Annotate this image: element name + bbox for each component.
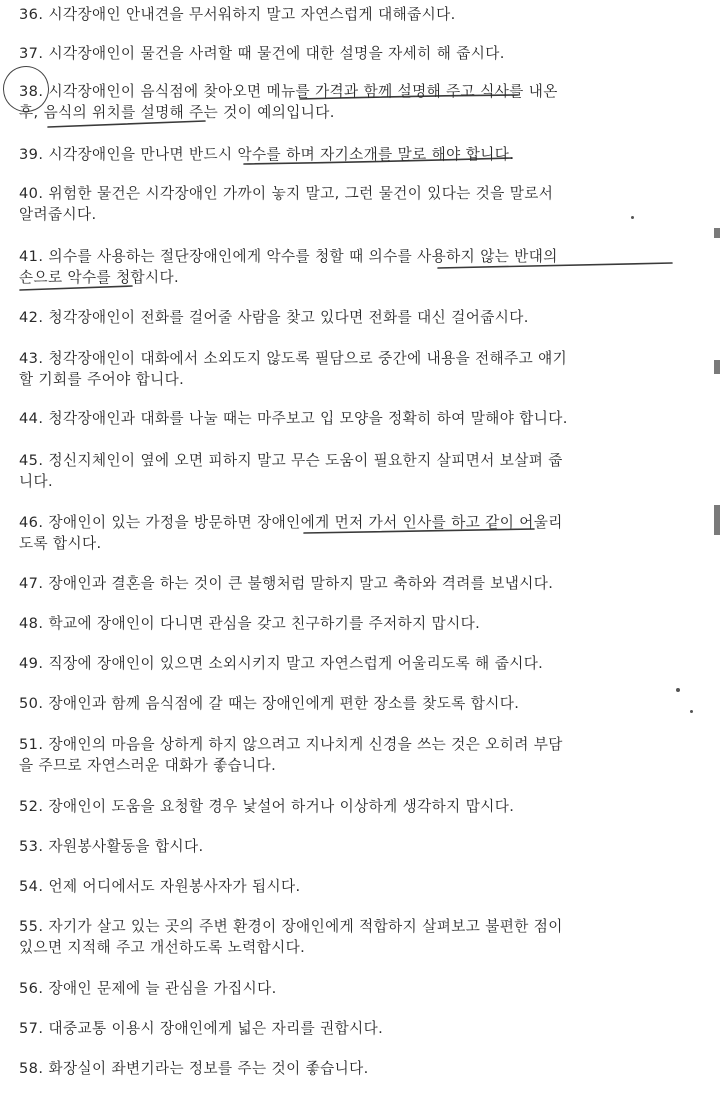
item-text-line: 39. 시각장애인을 만나면 반드시 악수를 하며 자기소개를 말로 해야 합니다.: [19, 146, 515, 163]
list-item-47: [19, 573, 691, 594]
item-text-continuation: 도록 합시다.: [19, 535, 102, 552]
list-item-42: [19, 307, 691, 328]
list-item-38: [19, 81, 691, 123]
list-item-44: [19, 408, 691, 429]
item-text-line: 49. 직장에 장애인이 있으면 소외시키지 말고 자연스럽게 어울리도록 해 줍시다.: [19, 655, 544, 672]
item-text-continuation: 있으면 지적해 주고 개선하도록 노력합시다.: [19, 939, 306, 956]
item-text-continuation: 알려줍시다.: [19, 206, 97, 223]
list-item-54: [19, 876, 691, 897]
item-text-continuation: 할 기회를 주어야 합니다.: [19, 371, 185, 388]
list-item-48: [19, 613, 691, 634]
item-text-line: 52. 장애인이 도움을 요청할 경우 낯설어 하거나 이상하게 생각하지 맙시다.: [19, 798, 515, 815]
list-item-45: [19, 450, 691, 492]
list-item-50: [19, 693, 691, 714]
item-text-line: 47. 장애인과 결혼을 하는 것이 큰 불행처럼 말하지 말고 축하와 격려를 보냅시다.: [19, 575, 554, 592]
item-text-line: 45. 정신지체인이 옆에 오면 피하지 말고 무슨 도움이 필요한지 살피면서 보살펴 줍: [19, 452, 563, 469]
item-text-line: 38. 시각장애인이 음식점에 찾아오면 메뉴를 가격과 함께 설명해 주고 식사를 내온: [19, 83, 558, 100]
item-text-line: 36. 시각장애인 안내견을 무서워하지 말고 자연스럽게 대해줍시다.: [19, 6, 456, 23]
item-text-line: 51. 장애인의 마음을 상하게 하지 않으려고 지나치게 신경을 쓰는 것은 오히려 부담: [19, 736, 563, 753]
item-text-line: 55. 자기가 살고 있는 곳의 주변 환경이 장애인에게 적합하지 살펴보고 불편한 점이: [19, 918, 563, 935]
item-text-line: 57. 대중교통 이용시 장애인에게 넓은 자리를 권합시다.: [19, 1020, 384, 1037]
item-text-line: 44. 청각장애인과 대화를 나눌 때는 마주보고 입 모양을 정확히 하여 말해야 합니다.: [19, 410, 568, 427]
item-text-line: 41. 의수를 사용하는 절단장애인에게 악수를 청할 때 의수를 사용하지 않는 반대의: [19, 248, 558, 265]
item-text-line: 46. 장애인이 있는 가정을 방문하면 장애인에게 먼저 가서 인사를 하고 같이 어울리: [19, 514, 563, 531]
list-item-39: [19, 144, 691, 165]
list-item-37: [19, 43, 691, 64]
list-item-43: [19, 348, 691, 390]
item-text-continuation: 후, 음식의 위치를 설명해 주는 것이 예의입니다.: [19, 104, 335, 121]
item-text-line: 58. 화장실이 좌변기라는 정보를 주는 것이 좋습니다.: [19, 1060, 369, 1077]
list-item-40: [19, 183, 691, 225]
item-text-continuation: 니다.: [19, 473, 54, 490]
list-item-52: [19, 796, 691, 817]
item-text-line: 48. 학교에 장애인이 다니면 관심을 갖고 친구하기를 주저하지 맙시다.: [19, 615, 481, 632]
item-text-line: 56. 장애인 문제에 늘 관심을 가집시다.: [19, 980, 277, 997]
item-text-continuation: 을 주므로 자연스러운 대화가 좋습니다.: [19, 757, 277, 774]
list-item-58: [19, 1058, 691, 1079]
list-item-53: [19, 836, 691, 857]
item-text-line: 40. 위험한 물건은 시각장애인 가까이 놓지 말고, 그런 물건이 있다는 것을 말로서: [19, 185, 554, 202]
list-item-56: [19, 978, 691, 999]
scan-edge-mark: [714, 505, 720, 535]
list-item-46: [19, 512, 691, 554]
scan-edge-mark: [714, 228, 720, 238]
list-item-49: [19, 653, 691, 674]
item-text-line: 43. 청각장애인이 대화에서 소외도지 않도록 필담으로 중간에 내용을 전해주고 얘기: [19, 350, 568, 367]
item-text-line: 37. 시각장애인이 물건을 사려할 때 물건에 대한 설명을 자세히 해 줍시다.: [19, 45, 505, 62]
item-text-continuation: 손으로 악수를 청합시다.: [19, 269, 180, 286]
scan-speck: [676, 688, 680, 692]
list-item-51: [19, 734, 691, 776]
list-item-36: [19, 4, 691, 25]
item-text-line: 50. 장애인과 함께 음식점에 갈 때는 장애인에게 편한 장소를 찾도록 합시다.: [19, 695, 520, 712]
list-item-41: [19, 246, 691, 288]
list-item-55: [19, 916, 691, 958]
scan-edge-mark: [714, 360, 720, 374]
item-text-line: 53. 자원봉사활동을 합시다.: [19, 838, 204, 855]
list-item-57: [19, 1018, 691, 1039]
item-text-line: 54. 언제 어디에서도 자원봉사자가 됩시다.: [19, 878, 301, 895]
item-text-line: 42. 청각장애인이 전화를 걸어줄 사람을 찾고 있다면 전화를 대신 걸어줍시다.: [19, 309, 529, 326]
